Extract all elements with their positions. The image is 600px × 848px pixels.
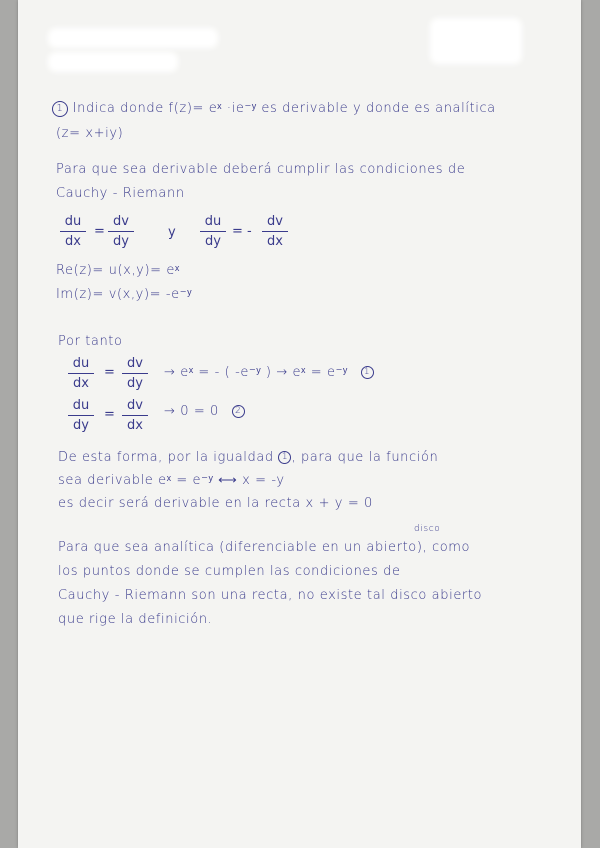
redacted-name-block-2 [48, 52, 178, 72]
por-tanto-label: Por tanto [58, 334, 123, 349]
redacted-corner-block [430, 18, 522, 64]
imaginary-part: Im(z)= v(x,y)= -e⁻ʸ [56, 287, 192, 302]
intro-line-1: Para que sea derivable deberá cumplir las condiciones de [56, 162, 466, 177]
row2-derivation: → 0 = 0 2 [164, 404, 245, 419]
real-part: Re(z)= u(x,y)= eˣ [56, 263, 180, 278]
conclusion-line-3: es decir será derivable en la recta x + y = 0 [58, 496, 373, 511]
cr-eq2-left-fraction: du dy [200, 214, 226, 249]
cr-eq2-right-fraction: dv dx [262, 214, 288, 249]
equation-tag-2: 2 [232, 405, 245, 418]
row1-left-fraction: du dx [68, 356, 94, 391]
equation-tag-1: 1 [361, 366, 374, 379]
redacted-name-block [48, 28, 218, 48]
analytic-line-2: los puntos donde se cumplen las condiciones de [58, 564, 401, 579]
conclusion-line-1: De esta forma, por la igualdad 1 , para que la función [58, 450, 439, 465]
cr-eq2-equals: = - [232, 224, 252, 239]
analytic-line-3: Cauchy - Riemann son una recta, no existe tal disco abierto [58, 588, 483, 603]
paper-sheet [18, 0, 581, 848]
row2-right-fraction: dv dx [122, 398, 148, 433]
row1-right-fraction: dv dy [122, 356, 148, 391]
cr-eq1-left-fraction: du dx [60, 214, 86, 249]
problem-line-2: (z= x+iy) [56, 126, 124, 141]
row1-derivation: → eˣ = - ( -e⁻ʸ ) → eˣ = e⁻ʸ 1 [164, 364, 374, 380]
problem-number: 1 [52, 101, 68, 117]
cr-eq1-equals: = [94, 224, 105, 239]
problem-line-1: Indica donde f(z)= eˣ ·ie⁻ʸ es derivable y donde es analítica [72, 101, 496, 116]
cr-conjunction: y [168, 225, 176, 240]
analytic-insert-word: disco [414, 524, 441, 534]
intro-line-2: Cauchy - Riemann [56, 186, 185, 201]
row1-equals: = [104, 365, 115, 380]
row2-left-fraction: du dy [68, 398, 94, 433]
analytic-line-4: que rige la definición. [58, 612, 213, 627]
problem-statement [52, 100, 496, 117]
analytic-line-1: Para que sea analítica (diferenciable en un abierto), como [58, 540, 471, 555]
conclusion-line-2: sea derivable eˣ = e⁻ʸ ⟷ x = -y [58, 473, 285, 488]
cr-eq1-right-fraction: dv dy [108, 214, 134, 249]
equation-tag-ref: 1 [278, 451, 291, 464]
row2-equals: = [104, 407, 115, 422]
